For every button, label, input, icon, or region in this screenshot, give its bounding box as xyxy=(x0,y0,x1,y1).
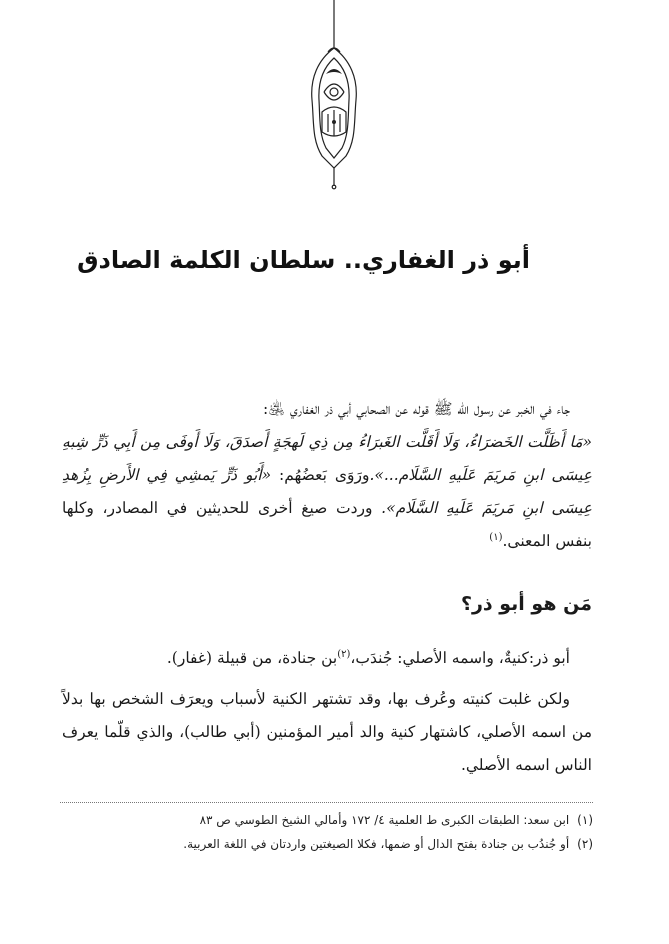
hadith-quote-2: «أَبُو ذَرٍّ يَمشِي فِي الأَرضِ بِزُهدِ عِيسَى ابنِ مَريَمَ عَلَيهِ السَّلَام». xyxy=(62,466,592,517)
kunya-paragraph: ولكن غلبت كنيته وعُرف بها، وقد تشتهر الكنية لأسباب ويعرَف الشخص بها بدلاً من اسمه الأصلي، كاشتهار كنية والد أمير المؤمنين (أبي طالب)، والذي قلّما يعرف الناس اسمه الأصلي. xyxy=(62,690,592,774)
footnote-text: أو جُندُب بن جنادة بفتح الدال أو ضمها، فكلا الصيغتين واردتان في اللغة العربية. xyxy=(183,837,570,851)
footnote-number: (٢) xyxy=(577,837,593,851)
hadith-rest: وردت صيغ أخرى للحديثين في المصادر، وكلها بنفس المعنى. xyxy=(62,499,592,550)
intro-paragraph: جاء في الخبر عن رسول الله ﷺ قوله عن الصحابي أبي ذر الغفاري ﵁: xyxy=(262,400,570,418)
footnote-text: ابن سعد: الطبقات الكبرى ط العلمية ٤/ ١٧٢ وأمالي الشيخ الطوسي ص ٨٣ xyxy=(199,813,570,827)
section-heading: مَن هو أبو ذر؟ xyxy=(460,593,592,615)
footnote-ref-1[interactable]: (١) xyxy=(489,531,503,543)
footnote-2 xyxy=(60,832,593,856)
name-text-b: بن جنادة، من قبيلة (غفار). xyxy=(166,649,338,667)
name-text-a: أبو ذر:كنيةٌ، واسمه الأصلي: جُندَب، xyxy=(350,649,570,667)
chapter-title: أبو ذر الغفاري.. سلطان الكلمة الصادق xyxy=(77,246,530,274)
hadith-connector: ورَوَى بَعضُهُم: xyxy=(271,466,370,484)
footnote-divider xyxy=(60,802,593,803)
footnote-1 xyxy=(60,808,593,832)
footnotes xyxy=(60,808,593,856)
hadith-paragraph xyxy=(62,426,592,558)
lantern-ornament-icon xyxy=(294,0,374,190)
hadith-quote-1: «مَا أَظَلَّت الخَضرَاءُ، وَلَا أَقَلَّت الغَبرَاءُ مِن ذِي لَهجَةٍ أَصدَقَ، وَلَا أَوفَى مِن أَبِي ذَرٍّ شِبهِ عِيسَى ابنِ مَريَمَ عَلَيهِ السَّلَام...». xyxy=(62,433,593,484)
name-paragraph xyxy=(62,642,592,675)
footnote-number: (١) xyxy=(577,813,593,827)
footnote-ref-2[interactable]: (٢) xyxy=(337,648,351,660)
